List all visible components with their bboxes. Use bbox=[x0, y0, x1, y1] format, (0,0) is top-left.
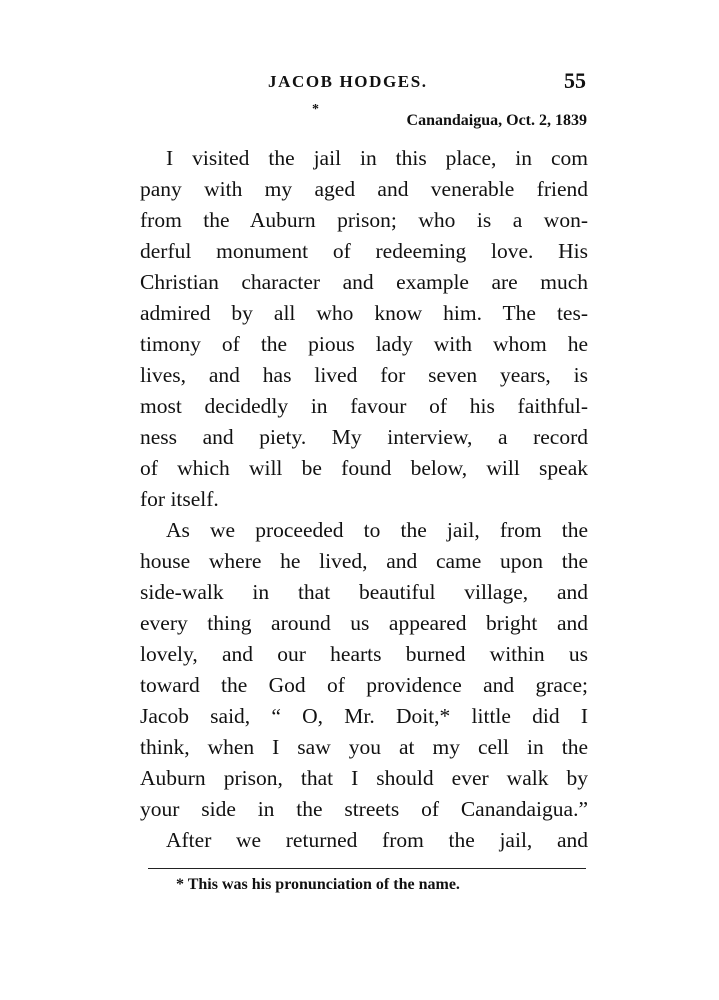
text-line: I visited the jail in this place, in com bbox=[166, 146, 588, 170]
text-line: lovely, and our hearts burned within us bbox=[140, 642, 588, 666]
text-line: timony of the pious lady with whom he bbox=[140, 332, 588, 356]
text-line: admired by all who know him. The tes- bbox=[140, 301, 588, 325]
text-line: lives, and has lived for seven years, is bbox=[140, 363, 588, 387]
text-line: After we returned from the jail, and bbox=[166, 828, 588, 852]
running-head bbox=[140, 68, 588, 98]
dateline: Canandaigua, Oct. 2, 1839 bbox=[406, 112, 587, 129]
text-line: derful monument of redeeming love. His bbox=[140, 239, 588, 263]
footnote-rule bbox=[148, 868, 586, 869]
footnote: * This was his pronunciation of the name. bbox=[176, 876, 460, 893]
text-line: ness and piety. My interview, a record bbox=[140, 425, 588, 449]
text-line: of which will be found below, will speak bbox=[140, 456, 588, 480]
printer-mark: * bbox=[312, 102, 319, 117]
text-line: for itself. bbox=[140, 487, 219, 511]
text-line: your side in the streets of Canandaigua.” bbox=[140, 797, 588, 821]
text-line: Auburn prison, that I should ever walk by bbox=[140, 766, 588, 790]
text-line: think, when I saw you at my cell in the bbox=[140, 735, 588, 759]
text-line: most decidedly in favour of his faithful- bbox=[140, 394, 588, 418]
running-title: JACOB HODGES. bbox=[268, 72, 428, 91]
page-number: 55 bbox=[564, 68, 586, 93]
text-line: every thing around us appeared bright and bbox=[140, 611, 588, 635]
text-line: Christian character and example are much bbox=[140, 270, 588, 294]
text-line: Jacob said, “ O, Mr. Doit,* little did I bbox=[140, 704, 588, 728]
text-line: house where he lived, and came upon the bbox=[140, 549, 588, 573]
body-text bbox=[140, 143, 588, 856]
text-line: side-walk in that beautiful village, and bbox=[140, 580, 588, 604]
text-line: toward the God of providence and grace; bbox=[140, 673, 588, 697]
text-line: from the Auburn prison; who is a won- bbox=[140, 208, 588, 232]
text-line: As we proceeded to the jail, from the bbox=[166, 518, 588, 542]
text-line: pany with my aged and venerable friend bbox=[140, 177, 588, 201]
